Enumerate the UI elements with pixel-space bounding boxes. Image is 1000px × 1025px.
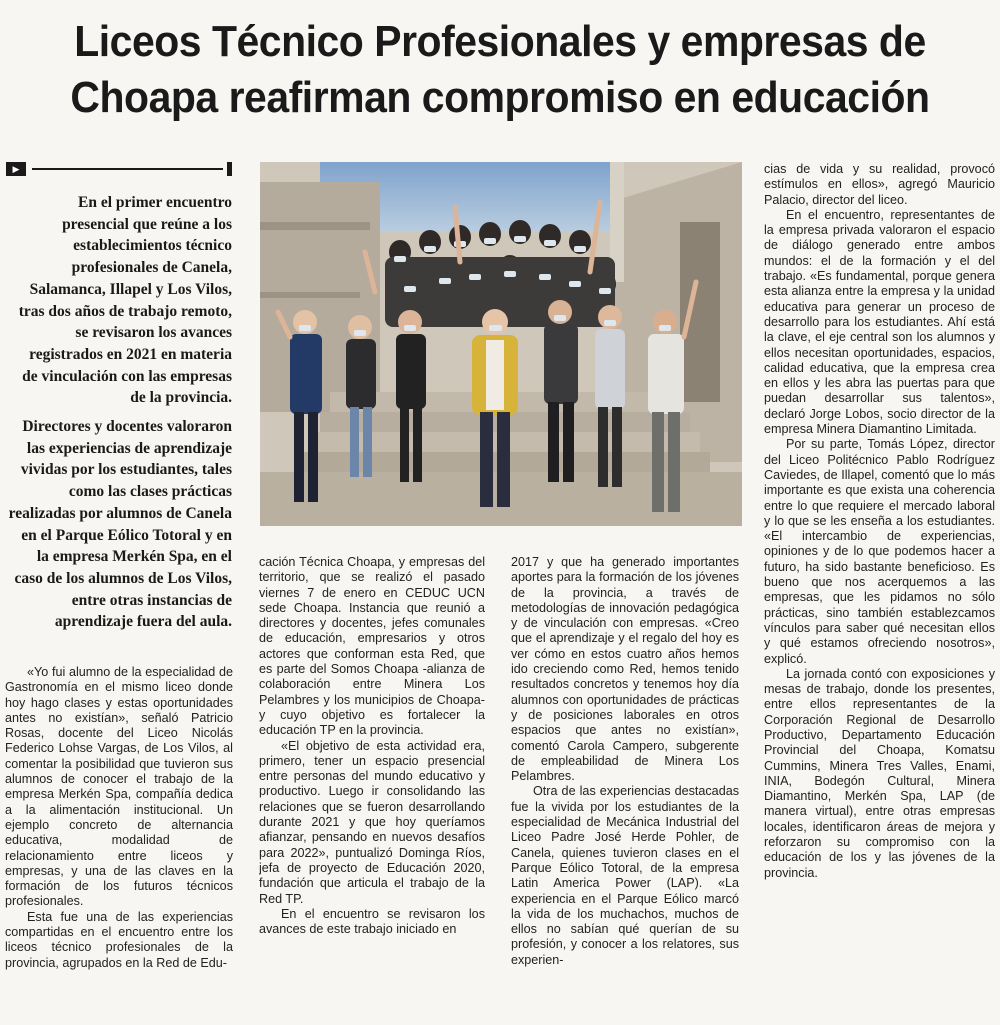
body-paragraph: Otra de las experiencias destacadas fue la vivida por los estudiantes de la especialidad de Mecánica Industrial del Liceo Padre José Herde Pohler, de Canela, quienes tuvieron clases en el Parque Eólico Totoral, de la empresa Latin America Power (LAP). «La experiencia en el Parque Eólico marcó la vida de los muchachos, muchos de ellos no sabían qué querían de su profesión, y conocer a los relatores, sus experien- (511, 784, 739, 967)
section-rule (32, 168, 223, 170)
body-paragraph: cias de vida y su realidad, provocó estímulos en ellos», agregó Mauricio Palacio, director del liceo. (764, 162, 995, 207)
lead-text: Directores y docentes valoraron las experiencias de aprendizaje vividas por los estudiantes, tales como las clases prácticas realizadas por alumnos de Canela en el Parque Eólico Totoral y en la empresa Merkén Spa, en el caso de los alumnos de Los Vilos, entre otras instancias de aprendizaje fuera del aula. (8, 418, 232, 631)
body-column-3 (511, 555, 739, 1025)
play-icon: ▶ (6, 162, 26, 176)
section-end-mark (227, 162, 232, 176)
body-paragraph: «Yo fui alumno de la especialidad de Gastronomía en el mismo liceo donde hoy hago clases y estas oportunidades antes no existían», señaló Patricio Rosas, docente del Liceo Nicolás Federico Lohse Vargas, de Los Vilos, al comentar la posibilidad que tuvieron sus alumnos de conocer el trabajo de la empresa Merkén Spa, compañía dedica a la alimentación institucional. Un ejemplo concreto de alternancia educativa, modalidad de relacionamiento entre liceos y empresas, y una de las claves en la formación de los futuros técnicos profesionales. (5, 665, 233, 909)
body-paragraph: Esta fue una de las experiencias compartidas en el encuentro entre los liceos técnico profesionales de la provincia, agrupados en la Red de Edu- (5, 909, 233, 970)
body-column-2 (259, 555, 485, 1025)
body-paragraph: La jornada contó con exposiciones y mesas de trabajo, donde los presentes, entre ellos representantes de la Corporación Regional de Desarrollo Productivo, Departamento Educación Provincial del Choapa, Komatsu Cummins, Minera Tres Valles, Enami, INIA, Bodegón Cultural, Minera Diamantino, Merkén Spa, LAP (de manera virtual), entre otras empresas locales, identificaron áreas de mejora y reforzaron su compromiso con la educación de los y las jóvenes de la provincia. (764, 666, 995, 880)
lead-paragraph-1 (10, 192, 232, 409)
group-photo (260, 162, 742, 526)
body-paragraph: En el encuentro, representantes de la empresa privada valoraron el espacio de diálogo generado entre ambos mundos: el de la formación y el del trabajo. «Es fundamental, porque genera esta alianza entre la empresa y la unidad educativa para generar un proceso de desarrollo para los estudiantes. Ahí está la clave, el eje central son los alumnos y ellos necesitan oportunidades, espacios, calidad educativa, que la empresa crea en ellos y les abra las puertas para que puedan desarrollar sus talentos», declaró Jorge Lobos, socio director de la empresa Minera Diamantino Limitada. (764, 207, 995, 437)
body-column-4 (764, 162, 995, 1025)
lead-paragraph-2 (6, 416, 232, 633)
body-column-1 (5, 665, 233, 1025)
body-paragraph: Por su parte, Tomás López, director del Liceo Politécnico Pablo Rodríguez Caviedes, de Illapel, comentó que lo más importante es que exista una coherencia entre lo que requiere el mercado laboral y lo que se les enseña a los estudiantes. «El intercambio de experiencias, opiniones y de lo que podemos hacer a futuro, ha sido bastante beneficioso. Es bueno que nos acerquemos a las empresas, que les pidamos no sólo prácticas, sino también establezcamos vínculos para saber qué necesitan ellos y qué estamos ofreciendo nosotros», explicó. (764, 437, 995, 666)
lead-text: En el primer encuentro presencial que reúne a los establecimientos técnico profesionales de Canela, Salamanca, Illapel y Los Vilos, tras dos años de trabajo remoto, se revisaron los avances registrados en 2021 en materia de vinculación con las empresas de la provincia. (18, 194, 232, 407)
group-photo-illustration (260, 162, 742, 526)
section-marker (6, 162, 232, 176)
body-paragraph: 2017 y que ha generado importantes aportes para la formación de los jóvenes de la provincia, a través de metodologías de innovación pedagógica y de vinculación con empresas. «Creo que el aprendizaje y el regalo del hoy es ver cómo en estos cuatro años hemos ido creciendo como Red, hemos tenido resultados concretos y tenemos hoy día alumnos con oportunidades de prácticas y de posiciones laborales en otros espacios que antes no existían», comentó Carola Campero, subgerente de empleabilidad de Minera Los Pelambres. (511, 555, 739, 784)
body-paragraph: En el encuentro se revisaron los avances de este trabajo iniciado en (259, 906, 485, 937)
body-paragraph: cación Técnica Choapa, y empresas del territorio, que se realizó el pasado viernes 7 de enero en CEDUC UCN sede Choapa. Instancia que reunió a directores y docentes, jefes comunales de educación, empresarios y otros actores que conforman esta Red, que es parte del Somos Choapa -alianza de colaboración entre Minera Los Pelambres y los municipios de Choapa- y cuyo objetivo es fortalecer la educación TP en la provincia. (259, 555, 485, 738)
article-headline: Liceos Técnico Profesionales y empresas de Choapa reafirman compromiso en educación (70, 17, 930, 122)
body-paragraph: «El objetivo de esta actividad era, primero, tener un espacio presencial entre personas del mundo educativo y productivo. Luego ir consolidando las relaciones que se fueron desarrollando durante 2021 y que hoy queríamos afianzar, pensando en nuevos desafíos para 2022», puntualizó Dominga Ríos, jefa de proyecto de Educación 2020, fundación que articula el trabajo de la Red TP. (259, 738, 485, 906)
